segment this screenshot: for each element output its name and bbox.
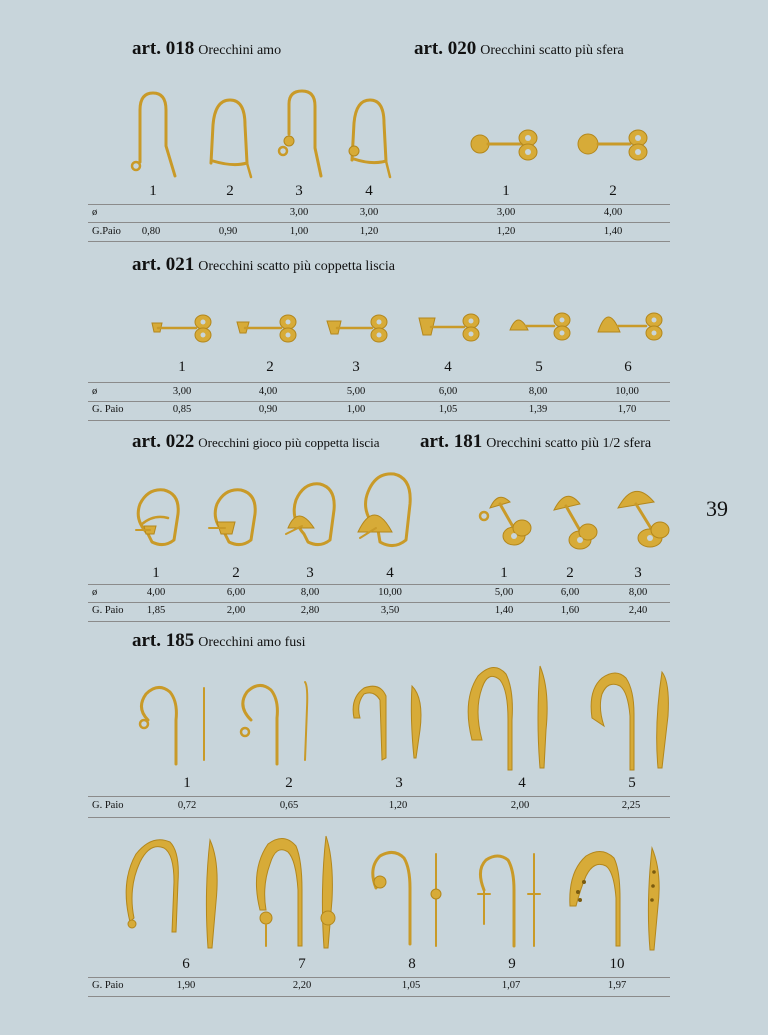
cast-hook-earring-image [244,830,354,952]
item-number: 2 [266,359,274,375]
item-number: 2 [232,565,240,581]
table-rule [88,977,670,978]
table-cell: 2,00 [510,800,530,811]
art-description: Orecchini amo [198,43,282,58]
item-number: 9 [508,956,516,972]
stud-earring-image [572,124,656,164]
table-cell: 1,05 [438,404,458,415]
table-cell: 2,20 [292,980,312,991]
table-cell: 0,72 [177,800,197,811]
cast-hook-earring-image [340,678,430,770]
item-number: 1 [149,183,157,199]
table-cell: 1,40 [603,226,623,237]
table-cell: 3,00 [172,386,192,397]
row-label-weight: G.Paio [92,226,121,237]
cup-stud-earring-image [506,306,572,346]
leverback-earring-image [205,484,265,552]
half-sphere-stud-image [604,480,680,554]
art-code: art. 022 [132,431,195,452]
item-number: 3 [395,775,403,791]
item-number: 2 [285,775,293,791]
item-number: 4 [518,775,526,791]
art-description: Orecchini scatto più 1/2 sfera [486,436,652,451]
table-cell: 2,00 [226,605,246,616]
item-number: 1 [152,565,160,581]
cast-hook-earring-image [562,842,674,956]
row-label-diameter: ø [92,587,98,598]
row-label-diameter: ø [92,207,98,218]
table-rule [88,584,670,585]
table-cell: 1,85 [146,605,166,616]
art-description: Orecchini scatto più sfera [480,43,624,58]
cast-hook-earring-image [118,832,228,952]
table-cell: 1,05 [401,980,421,991]
art-code: art. 018 [132,38,195,59]
table-rule [88,817,670,818]
row-label-weight: G. Paio [92,980,124,991]
table-cell: 2,25 [621,800,641,811]
table-cell: 1,00 [289,226,309,237]
table-rule [88,222,670,223]
table-cell: 1,07 [501,980,521,991]
art-description: Orecchini gioco più coppetta liscia [198,435,380,450]
table-cell: 0,65 [279,800,299,811]
table-cell: 3,00 [359,207,379,218]
item-number: 3 [306,565,314,581]
art-code: art. 181 [420,431,483,452]
leverback-earring-image [128,484,188,552]
item-number: 3 [295,183,303,199]
row-label-weight: G. Paio [92,800,124,811]
table-rule [88,420,670,421]
cup-stud-earring-image [324,312,390,346]
table-rule [88,382,670,383]
cast-hook-earring-image [233,678,323,770]
earring-hook-image [203,95,258,183]
cast-hook-earring-image [458,660,558,774]
row-label-weight: G. Paio [92,605,124,616]
cast-hook-earring-image [360,848,470,956]
item-number: 10 [609,956,625,972]
item-number: 6 [624,359,632,375]
table-cell: 5,00 [494,587,514,598]
table-cell: 2,80 [300,605,320,616]
leverback-earring-image [282,478,344,552]
earring-hook-image [125,88,180,183]
table-rule [88,401,670,402]
table-rule [88,621,670,622]
item-number: 7 [298,956,306,972]
art-description: Orecchini scatto più coppetta liscia [198,259,395,274]
half-sphere-stud-image [536,484,608,556]
table-rule [88,241,670,242]
table-cell: 3,00 [289,207,309,218]
table-cell: 1,40 [494,605,514,616]
table-cell: 0,90 [218,226,238,237]
row-label-diameter: ø [92,386,98,397]
row-label-weight: G. Paio [92,404,124,415]
art-description: Orecchini amo fusi [198,635,306,650]
table-rule [88,602,670,603]
item-number: 6 [182,956,190,972]
cup-stud-earring-image [148,312,214,346]
table-cell: 1,39 [528,404,548,415]
art-code: art. 021 [132,254,195,275]
table-cell: 6,00 [438,386,458,397]
item-number: 4 [444,359,452,375]
art-185-title [132,630,306,652]
item-number: 2 [609,183,617,199]
table-rule [88,204,670,205]
item-number: 8 [408,956,416,972]
cast-hook-earring-image [468,850,568,954]
item-number: 1 [500,565,508,581]
table-cell: 0,80 [141,226,161,237]
half-sphere-stud-image [470,484,542,556]
item-number: 3 [352,359,360,375]
art-code: art. 185 [132,630,195,651]
item-number: 1 [178,359,186,375]
cup-stud-earring-image [416,310,482,346]
table-cell: 1,20 [496,226,516,237]
table-cell: 0,85 [172,404,192,415]
table-cell: 3,00 [496,207,516,218]
table-rule [88,796,670,797]
item-number: 5 [628,775,636,791]
table-cell: 6,00 [560,587,580,598]
table-cell: 8,00 [628,587,648,598]
table-cell: 1,97 [607,980,627,991]
cast-hook-earring-image [582,664,682,774]
earring-hook-image [275,86,330,182]
art-020-title [414,38,624,60]
leverback-earring-image [352,468,422,554]
item-number: 1 [502,183,510,199]
item-number: 4 [386,565,394,581]
item-number: 2 [566,565,574,581]
table-cell: 6,00 [226,587,246,598]
item-number: 5 [535,359,543,375]
table-cell: 3,50 [380,605,400,616]
table-cell: 4,00 [258,386,278,397]
stud-earring-image [462,124,546,164]
table-cell: 2,40 [628,605,648,616]
table-cell: 1,90 [176,980,196,991]
cup-stud-earring-image [233,312,299,346]
page-number: 39 [706,496,728,521]
table-cell: 1,60 [560,605,580,616]
table-cell: 1,70 [617,404,637,415]
table-cell: 8,00 [300,587,320,598]
table-cell: 10,00 [378,587,402,598]
item-number: 3 [634,565,642,581]
table-cell: 10,00 [615,386,639,397]
table-cell: 8,00 [528,386,548,397]
table-rule [88,996,670,997]
item-number: 2 [226,183,234,199]
table-cell: 1,20 [359,226,379,237]
table-cell: 4,00 [146,587,166,598]
cast-hook-earring-image [130,680,220,770]
item-number: 1 [183,775,191,791]
table-cell: 4,00 [603,207,623,218]
item-number: 4 [365,183,373,199]
art-021-title [132,254,395,276]
art-018-title [132,38,281,60]
table-cell: 0,90 [258,404,278,415]
art-181-title [420,431,651,453]
table-cell: 1,00 [346,404,366,415]
art-code: art. 020 [414,38,477,59]
art-022-title [132,431,379,453]
earring-hook-image [342,95,397,183]
table-cell: 5,00 [346,386,366,397]
cup-stud-earring-image [594,302,666,346]
table-cell: 1,20 [388,800,408,811]
